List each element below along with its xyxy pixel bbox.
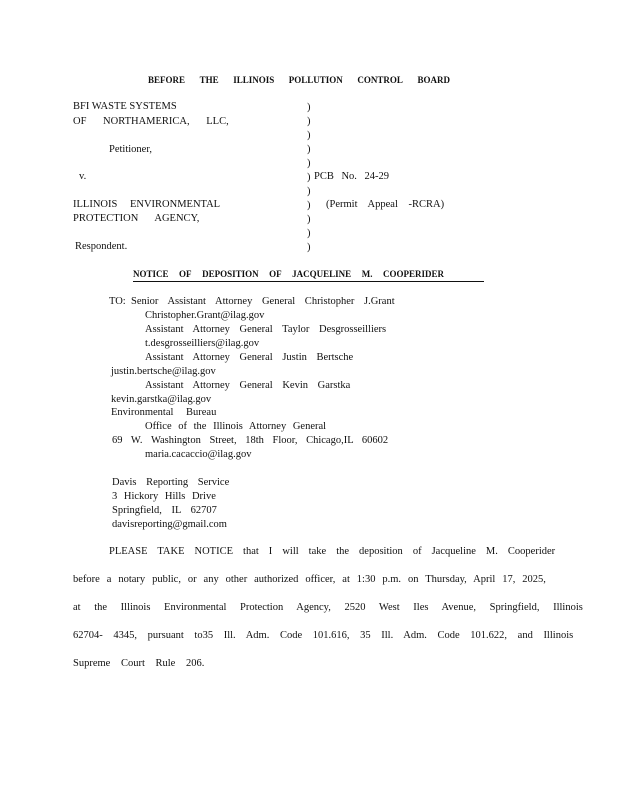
reporter-street: 3 Hickory Hills Drive: [112, 491, 216, 502]
paren: ): [307, 186, 311, 197]
reporter-name: Davis Reporting Service: [112, 477, 230, 488]
title-word: M.: [361, 269, 373, 279]
to-label: TO:: [109, 296, 126, 307]
paren: ): [307, 116, 311, 127]
body-line-5: Supreme Court Rule 206.: [73, 658, 205, 669]
petitioner-name-line2: OF NORTHAMERICA, LLC,: [73, 116, 229, 127]
reporter-city: Springfield, IL 62707: [112, 505, 217, 516]
heading-word: POLLUTION: [288, 75, 343, 85]
respondent-name-line1: ILLINOIS ENVIRONMENTAL: [73, 199, 221, 210]
title-word: NOTICE: [133, 269, 169, 279]
paren: ): [307, 158, 311, 169]
title-word: JACQUELINE: [292, 269, 352, 279]
recipient-line-4: Assistant Attorney General Kevin Garstka: [145, 380, 351, 391]
office-name: Office of the Illinois Attorney General: [145, 421, 327, 432]
appeal-type: (Permit Appeal -RCRA): [326, 199, 445, 210]
heading-word: THE: [199, 75, 219, 85]
body-line-4: 62704- 4345, pursuant to35 Ill. Adm. Code 101.616, 35 Ill. Adm. Code 101.622, and Illinois: [73, 630, 574, 641]
body-line-1: PLEASE TAKE NOTICE that I will take the deposition of Jacqueline M. Cooperider: [109, 546, 556, 557]
title-word: OF: [179, 269, 192, 279]
paren: ): [307, 130, 311, 141]
paren: ): [307, 200, 311, 211]
body-line-3: at the Illinois Environmental Protection Agency, 2520 West Iles Avenue, Springfield, Illinois: [73, 602, 583, 613]
heading-word: BOARD: [417, 75, 450, 85]
heading-word: CONTROL: [357, 75, 403, 85]
paren: ): [307, 242, 311, 253]
respondent-name-line2: PROTECTION AGENCY,: [73, 213, 200, 224]
paren: ): [307, 228, 311, 239]
petitioner-role: Petitioner,: [109, 144, 153, 155]
petitioner-name-line1: BFI WASTE SYSTEMS: [73, 101, 177, 112]
heading-word: ILLINOIS: [233, 75, 275, 85]
recipient-line-1: Senior Assistant Attorney General Christopher J.Grant: [131, 296, 395, 307]
recipient-line-2: Assistant Attorney General Taylor Desgrosseilliers: [145, 324, 387, 335]
board-heading: [148, 76, 450, 85]
recipient-email-3: justin.bertsche@ilag.gov: [111, 366, 216, 377]
body-line-2: before a notary public, or any other authorized officer, at 1:30 p.m. on Thursday, April 17, 2025,: [73, 574, 546, 585]
recipient-email-5: maria.cacaccio@ilag.gov: [145, 449, 252, 460]
heading-word: BEFORE: [148, 75, 186, 85]
recipient-email-1: Christopher.Grant@ilag.gov: [145, 310, 265, 321]
title-word: OF: [269, 269, 282, 279]
recipient-email-4: kevin.garstka@ilag.gov: [111, 394, 212, 405]
paren: ): [307, 102, 311, 113]
office-address: 69 W. Washington Street, 18th Floor, Chicago,IL 60602: [112, 435, 389, 446]
recipient-line-3: Assistant Attorney General Justin Bertsche: [145, 352, 354, 363]
reporter-email: davisreporting@gmail.com: [112, 519, 227, 530]
case-number: PCB No. 24-29: [314, 171, 390, 182]
bureau-name: Environmental Bureau: [111, 407, 217, 418]
caption-parentheses: [307, 101, 311, 255]
title-word: DEPOSITION: [202, 269, 259, 279]
versus-label: v.: [79, 171, 87, 182]
title-underline: [133, 281, 484, 282]
recipient-email-2: t.desgrosseilliers@ilag.gov: [145, 338, 260, 349]
respondent-role: Respondent.: [75, 241, 128, 252]
paren: ): [307, 172, 311, 183]
title-word: COOPERIDER: [382, 269, 444, 279]
paren: ): [307, 214, 311, 225]
notice-title: [133, 270, 444, 279]
paren: ): [307, 144, 311, 155]
